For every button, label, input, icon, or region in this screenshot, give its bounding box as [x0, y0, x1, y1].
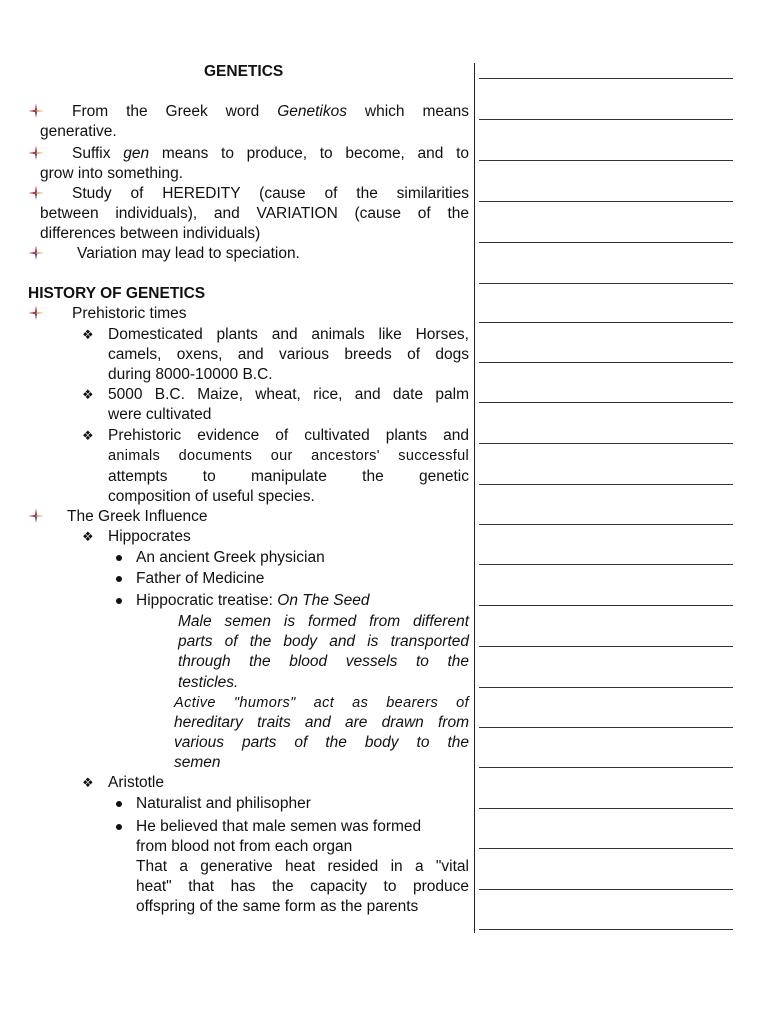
list-item: Naturalist and philisopher: [136, 795, 311, 812]
arrow-bullet-icon: [29, 509, 43, 523]
list-item: Father of Medicine: [136, 570, 265, 587]
answer-line: [479, 443, 733, 444]
list-item: He believed that male semen was formed: [136, 818, 422, 835]
answer-line: [479, 848, 733, 849]
intro-line: Variation may lead to speciation.: [77, 245, 300, 262]
intro-line: generative.: [40, 123, 117, 140]
list-item-line: attempts to manipulate the genetic: [108, 468, 469, 485]
subsection-label: The Greek Influence: [67, 508, 208, 525]
answer-line: [479, 322, 733, 323]
quote-line: Male semen is formed from different: [178, 613, 469, 630]
answer-line: [479, 646, 733, 647]
diamond-bullet-icon: ❖: [82, 428, 94, 443]
answer-line: [479, 160, 733, 161]
quote-line: hereditary traits and are drawn from: [174, 714, 469, 731]
person-label: Aristotle: [108, 774, 164, 791]
quote-line: various parts of the body to the: [174, 734, 469, 751]
list-item-line: during 8000-10000 B.C.: [108, 366, 273, 383]
intro-line: Study of HEREDITY (cause of the similarities: [72, 185, 469, 202]
answer-line: [479, 119, 733, 120]
bullet-dot-icon: [116, 824, 122, 830]
arrow-bullet-icon: [29, 246, 43, 260]
list-item-line: Domesticated plants and animals like Horses,: [108, 326, 469, 343]
list-item-line: animals documents our ancestors' successful: [108, 448, 469, 464]
intro-line: grow into something.: [40, 165, 184, 182]
subsection-label: Prehistoric times: [72, 305, 187, 322]
answer-line: [479, 564, 733, 565]
quote-line: through the blood vessels to the: [178, 653, 469, 670]
arrow-bullet-icon: [29, 306, 43, 320]
answer-line: [479, 605, 733, 606]
list-item-line: 5000 B.C. Maize, wheat, rice, and date palm: [108, 386, 469, 403]
answer-line: [479, 201, 733, 202]
section-heading: HISTORY OF GENETICS: [28, 285, 206, 302]
list-item-line: from blood not from each organ: [136, 838, 353, 855]
list-item-line: Prehistoric evidence of cultivated plants and: [108, 427, 469, 444]
arrow-bullet-icon: [29, 104, 43, 118]
diamond-bullet-icon: ❖: [82, 529, 94, 544]
answer-line: [479, 929, 733, 930]
list-item-line: heat" that has the capacity to produce: [136, 878, 469, 895]
diamond-bullet-icon: ❖: [82, 327, 94, 342]
answer-line: [479, 767, 733, 768]
arrow-bullet-icon: [29, 146, 43, 160]
bullet-dot-icon: [116, 598, 122, 604]
quote-line: Active "humors" act as bearers of: [174, 695, 469, 711]
list-item: An ancient Greek physician: [136, 549, 325, 566]
arrow-bullet-icon: [29, 186, 43, 200]
intro-line: between individuals), and VARIATION (cause of the: [40, 205, 469, 222]
intro-line: Suffix gen means to produce, to become, and to: [72, 145, 469, 162]
list-item-line: were cultivated: [108, 406, 212, 423]
answer-line: [479, 524, 733, 525]
list-item: Hippocratic treatise: On The Seed: [136, 592, 370, 609]
diamond-bullet-icon: ❖: [82, 775, 94, 790]
quote-line: parts of the body and is transported: [178, 633, 469, 650]
person-label: Hippocrates: [108, 528, 191, 545]
bullet-dot-icon: [116, 555, 122, 561]
diamond-bullet-icon: ❖: [82, 387, 94, 402]
answer-line: [479, 402, 733, 403]
list-item-line: offspring of the same form as the parents: [136, 898, 419, 915]
intro-line: From the Greek word Genetikos which means: [72, 103, 469, 120]
quote-line: semen: [174, 754, 221, 771]
answer-line: [479, 808, 733, 809]
list-item-line: camels, oxens, and various breeds of dogs: [108, 346, 469, 363]
answer-line: [479, 687, 733, 688]
answer-line: [479, 242, 733, 243]
answer-line: [479, 283, 733, 284]
quote-line: testicles.: [178, 674, 239, 691]
column-divider: [474, 63, 475, 933]
page-title: GENETICS: [204, 63, 284, 80]
list-item-line: composition of useful species.: [108, 488, 315, 505]
bullet-dot-icon: [116, 576, 122, 582]
answer-line: [479, 484, 733, 485]
bullet-dot-icon: [116, 801, 122, 807]
answer-line: [479, 362, 733, 363]
answer-line: [479, 889, 733, 890]
answer-line: [479, 78, 733, 79]
intro-line: differences between individuals): [40, 225, 261, 242]
answer-line: [479, 727, 733, 728]
list-item-line: That a generative heat resided in a "vital: [136, 858, 469, 875]
